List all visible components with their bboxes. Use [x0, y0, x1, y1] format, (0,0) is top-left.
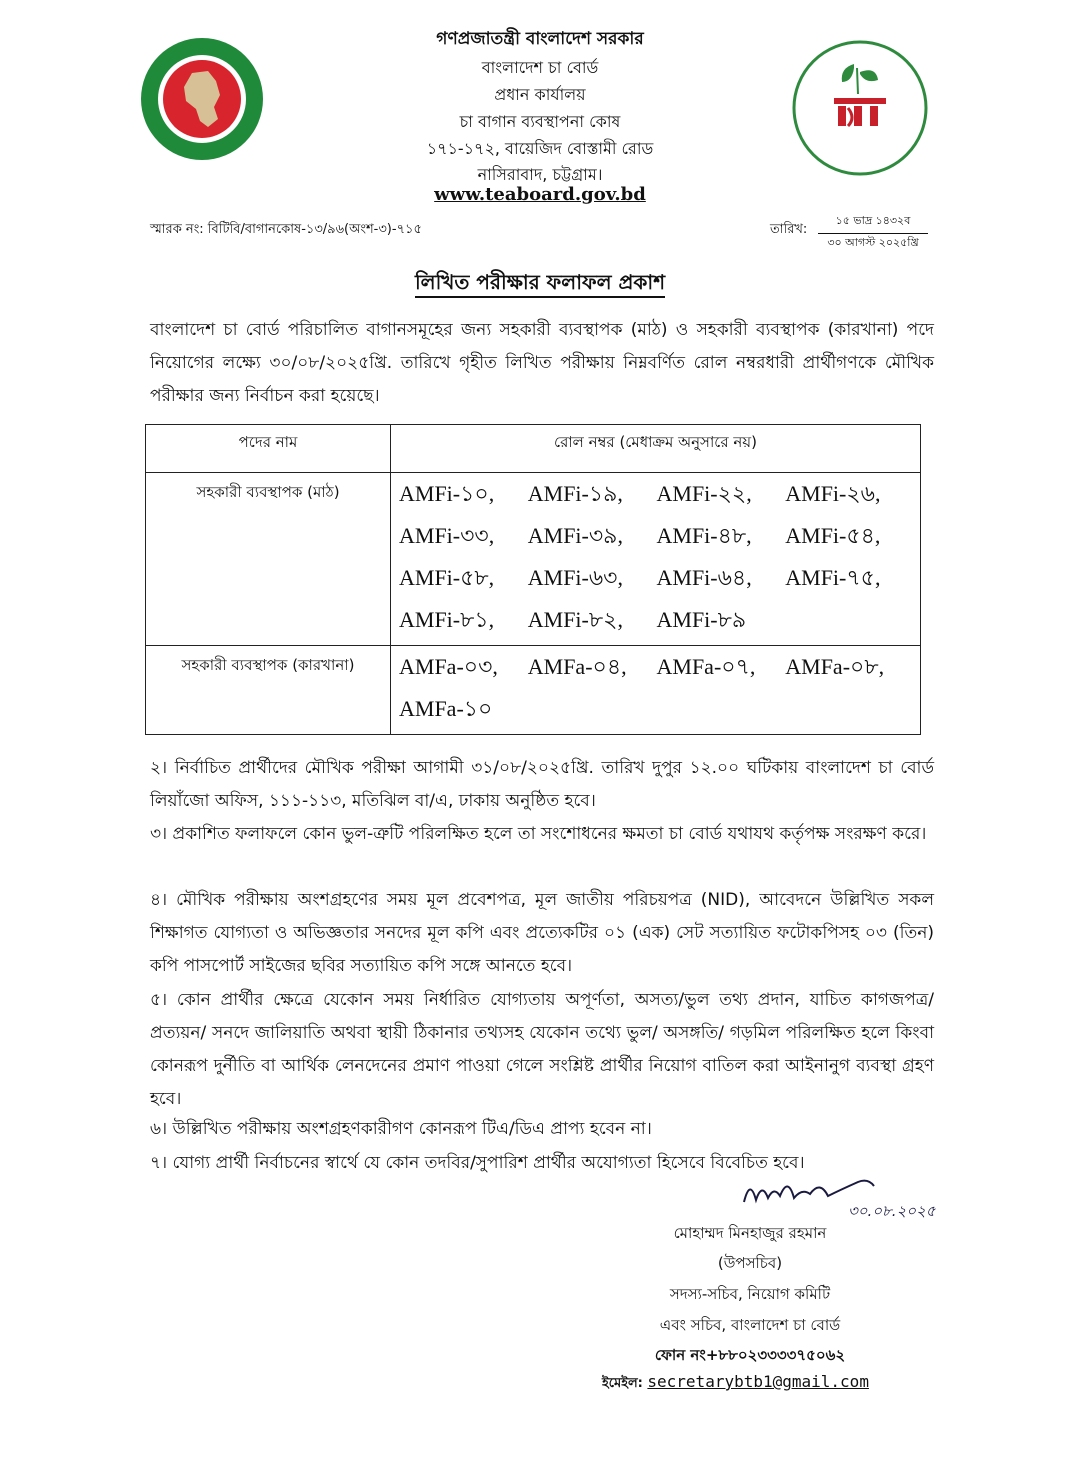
point-3: ৩। প্রকাশিত ফলাফলে কোন ভুল-ত্রুটি পরিলক্ষিত হলে তা সংশোধনের ক্ষমতা চা বোর্ড যথাযথ কর্তৃপক্ষ সংরক্ষণ করে। — [150, 824, 927, 844]
signatory-phone: ফোন নং+৮৮০২৩৩৩৩৭৫০৬২ — [654, 1346, 846, 1364]
roll-number: AMFi-৮১, — [399, 607, 495, 632]
roll-number: AMFi-৪৮, — [656, 523, 752, 548]
roll-cell — [391, 473, 921, 646]
roll-number: AMFi-৬৩, — [527, 565, 623, 590]
date-bangla: ১৫ ভাদ্র ১৪৩২ব — [818, 212, 928, 234]
date-label: তারিখ: — [770, 222, 808, 237]
signatory-email-line — [602, 1372, 869, 1395]
signatory-role-2: এবং সচিব, বাংলাদেশ চা বোর্ড — [659, 1316, 841, 1334]
roll-number: AMFi-২৬, — [785, 481, 881, 506]
table-row — [146, 646, 921, 735]
post-name: সহকারী ব্যবস্থাপক (কারখানা) — [146, 646, 391, 735]
date-block — [818, 212, 928, 253]
roll-number: AMFi-৫৪, — [785, 523, 881, 548]
roll-number: AMFi-৭৫, — [785, 565, 881, 590]
roll-number: AMFi-২২, — [656, 481, 752, 506]
roll-number: AMFi-১০, — [399, 481, 495, 506]
results-table — [145, 424, 921, 735]
tea-board-logo — [790, 38, 930, 178]
header-post: পদের নাম — [146, 425, 391, 473]
intro-paragraph: বাংলাদেশ চা বোর্ড পরিচালিত বাগানসমূহের জন্য সহকারী ব্যবস্থাপক (মাঠ) ও সহকারী ব্যবস্থাপক (কারখানা) পদে নিয়োগের লক্ষ্যে ৩০/০৮/২০২৫খ্রি. তারিখে গৃহীত লিখিত পরীক্ষায় নিম্নবর্ণিত রোল নম্বরধারী প্রার্থীগণকে মৌখিক পরীক্ষার জন্য নির্বাচন করা হয়েছে। — [150, 320, 934, 406]
table-header-row — [146, 425, 921, 473]
roll-number: AMFi-৮২, — [527, 607, 623, 632]
government-name: গণপ্রজাতন্ত্রী বাংলাদেশ সরকার — [436, 29, 644, 49]
signatory-role-1: সদস্য-সচিব, নিয়োগ কমিটি — [669, 1285, 831, 1303]
post-name: সহকারী ব্যবস্থাপক (মাঠ) — [146, 473, 391, 646]
header-roll: রোল নম্বর (মেধাক্রম অনুসারে নয়) — [391, 425, 921, 473]
address-line-2: নাসিরাবাদ, চট্টগ্রাম। — [477, 165, 603, 184]
point-4: ৪। মৌখিক পরীক্ষায় অংশগ্রহণের সময় মূল প্রবেশপত্র, মূল জাতীয় পরিচয়পত্র (NID), আবেদনে উল্লিখিত সকল শিক্ষাগত যোগ্যতা ও অভিজ্ঞতার সনদের মূল কপি এবং প্রত্যেকটির ০১ (এক) সেট সত্যায়িত ফটোকপিসহ ০৩ (তিন) কপি পাসপোর্ট সাইজের ছবির সত্যায়িত কপি সঙ্গে আনতে হবে। — [150, 890, 934, 976]
roll-number: AMFi-৩৩, — [399, 523, 495, 548]
date-gregorian: ৩০ আগস্ট ২০২৫খ্রি — [827, 236, 919, 249]
address-line-1: ১৭১-১৭২, বায়েজিদ বোস্তামী রোড — [426, 139, 654, 158]
roll-cell — [391, 646, 921, 735]
roll-list — [399, 477, 914, 637]
table-row — [146, 473, 921, 646]
email-label: ইমেইল: — [602, 1376, 643, 1391]
cell-name: চা বাগান ব্যবস্থাপনা কোষ — [459, 112, 621, 131]
roll-number: AMFi-৫৮, — [399, 565, 495, 590]
point-2: ২। নির্বাচিত প্রার্থীদের মৌখিক পরীক্ষা আগামী ৩১/০৮/২০২৫খ্রি. তারিখ দুপুর ১২.০০ ঘটিকায় বাংলাদেশ চা বোর্ড লিয়াঁজো অফিস, ১১১-১১৩, মতিঝিল বা/এ, ঢাকায় অনুষ্ঠিত হবে। — [150, 758, 934, 811]
roll-list — [399, 650, 914, 726]
signatory-name: মোহাম্মদ মিনহাজুর রহমান — [673, 1224, 827, 1242]
roll-number: AMFa-০৭, — [656, 654, 756, 679]
point-6: ৬। উল্লিখিত পরীক্ষায় অংশগ্রহণকারীগণ কোনরূপ টিএ/ডিএ প্রাপ্য হবেন না। — [150, 1119, 652, 1139]
memo-reference: স্মারক নং: বিটিবি/বাগানকোষ-১৩/৯৬(অংশ-৩)-৭১৫ — [150, 222, 422, 237]
point-5: ৫। কোন প্রার্থীর ক্ষেত্রে যেকোন সময় নির্ধারিত যোগ্যতায় অপূর্ণতা, অসত্য/ভুল তথ্য প্রদান, যাচিত কাগজপত্র/ প্রত্যয়ন/ সনদে জালিয়াতি অথবা স্থায়ী ঠিকানার তথ্যসহ যেকোন তথ্যে ভুল/ অসঙ্গতি/ গড়মিল পরিলক্ষিত হলে কিংবা কোনরূপ দুর্নীতি বা আর্থিক লেনদেনের প্রমাণ পাওয়া গেলে সংশ্লিষ্ট প্রার্থীর নিয়োগ বাতিল করা আইনানুগ ব্যবস্থা গ্রহণ হবে। — [150, 990, 934, 1109]
notice-title-text: লিখিত পরীক্ষার ফলাফল প্রকাশ — [415, 270, 665, 298]
signatory-rank: (উপসচিব) — [717, 1254, 783, 1272]
roll-number: AMFi-৬৪, — [656, 565, 752, 590]
roll-number: AMFa-০৮, — [785, 654, 885, 679]
roll-number: AMFa-০৪, — [527, 654, 627, 679]
signature-date: ৩০.০৮.২০২৫ — [848, 1202, 936, 1220]
board-name: বাংলাদেশ চা বোর্ড — [481, 58, 599, 77]
email-link[interactable]: secretarybtb1@gmail.com — [647, 1372, 869, 1391]
roll-number: AMFi-১৯, — [527, 481, 623, 506]
roll-number: AMFa-১০ — [399, 696, 493, 721]
roll-number: AMFi-৩৯, — [527, 523, 623, 548]
roll-number: AMFa-০৩, — [399, 654, 498, 679]
notice-title — [0, 268, 1080, 301]
roll-number: AMFi-৮৯ — [656, 607, 747, 632]
government-seal — [138, 35, 266, 163]
point-7: ৭। যোগ্য প্রার্থী নির্বাচনের স্বার্থে যে কোন তদবির/সুপারিশ প্রার্থীর অযোগ্যতা হিসেবে বিবেচিত হবে। — [150, 1153, 805, 1173]
office-name: প্রধান কার্যালয় — [494, 85, 586, 104]
website-link[interactable]: www.teaboard.gov.bd — [434, 184, 646, 205]
